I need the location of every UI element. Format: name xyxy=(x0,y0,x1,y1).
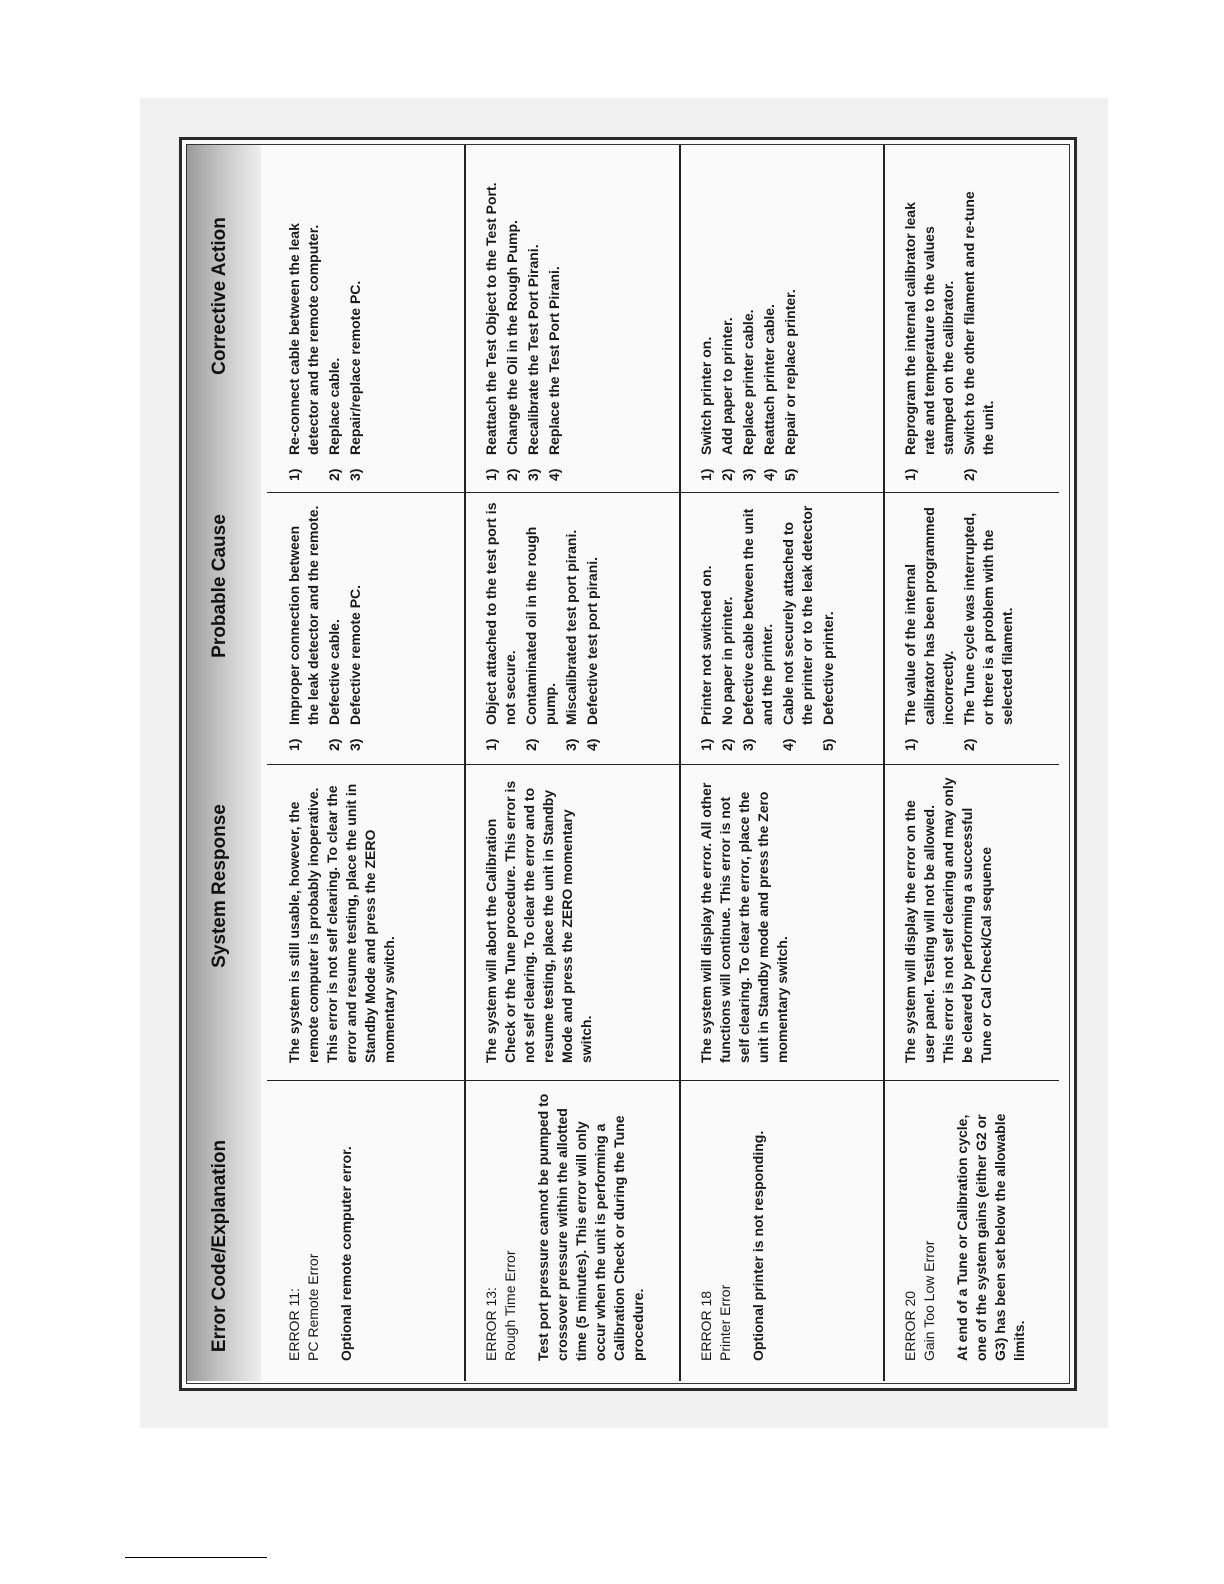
error-code-cell xyxy=(285,1091,368,1361)
list-number: 1) xyxy=(286,468,302,481)
list-text: Repair/replace remote PC. xyxy=(347,280,363,455)
column-divider xyxy=(267,764,464,765)
probable-cause-item xyxy=(718,501,737,751)
column-divider xyxy=(883,1080,1059,1081)
row-divider xyxy=(679,145,681,1381)
list-number: 1) xyxy=(483,468,499,481)
list-number: 3) xyxy=(347,738,363,751)
error-code: ERROR 11: xyxy=(286,1288,302,1361)
probable-cause-cell xyxy=(697,501,840,751)
corrective-action-item xyxy=(524,181,543,481)
list-text: Replace printer cable. xyxy=(740,309,756,455)
footnote-rule xyxy=(125,1557,267,1558)
header-system-response: System Response xyxy=(209,804,230,968)
list-text: Contaminated oil in the rough pump. xyxy=(523,526,558,725)
column-divider xyxy=(679,764,883,765)
row-divider xyxy=(464,145,466,1381)
list-text: Miscalibrated test port pirani. xyxy=(563,529,579,725)
list-text: Defective cable between the unit and the printer. xyxy=(740,508,775,725)
probable-cause-item xyxy=(739,501,777,751)
probable-cause-item xyxy=(325,501,344,751)
list-number: 1) xyxy=(286,738,302,751)
list-text: Reprogram the internal calibrator leak rate and temperature to the values stamped on the calibrator. xyxy=(902,202,956,455)
troubleshooting-table xyxy=(187,145,1067,1381)
corrective-action-cell xyxy=(285,181,367,481)
corrective-action-item xyxy=(901,181,958,481)
corrective-action-cell xyxy=(697,181,802,481)
corrective-action-item xyxy=(503,181,522,481)
list-number: 1) xyxy=(698,738,714,751)
error-explanation: Test port pressure cannot be pumped to crossover pressure within the allotted time (5 minutes). This error will only occur when the unit is performing a Calibration Check or during the Tune procedure. xyxy=(535,1093,646,1361)
list-number: 2) xyxy=(326,738,342,751)
list-text: Improper connection between the leak detector and the remote. xyxy=(286,505,321,725)
error-code-cell xyxy=(901,1091,1041,1361)
troubleshooting-table-frame xyxy=(179,137,1077,1391)
list-text: Defective remote PC. xyxy=(347,584,363,725)
error-explanation: Optional remote computer error. xyxy=(338,1146,354,1361)
probable-cause-item xyxy=(522,501,560,751)
list-number: 4) xyxy=(546,468,562,481)
list-number: 5) xyxy=(782,468,798,481)
corrective-action-item xyxy=(545,181,564,481)
probable-cause-item xyxy=(819,501,838,751)
probable-cause-item xyxy=(482,501,520,751)
list-text: The value of the internal calibrator has been programmed incorrectly. xyxy=(902,507,956,725)
system-response-cell: The system will display the error. All other functions will continue. This error is not self clearing. To clear the error, place the unit in Standby mode and press the Zero momentary switch. xyxy=(698,782,790,1063)
column-divider xyxy=(464,764,679,765)
list-text: Reattach printer cable. xyxy=(761,304,777,455)
list-number: 5) xyxy=(820,738,836,751)
list-number: 3) xyxy=(740,738,756,751)
probable-cause-item xyxy=(960,501,1017,751)
column-divider xyxy=(679,492,883,493)
list-text: Replace the Test Port Pirani. xyxy=(546,266,562,455)
list-number: 3) xyxy=(563,738,579,751)
list-number: 3) xyxy=(525,468,541,481)
corrective-action-item xyxy=(739,181,758,481)
probable-cause-item xyxy=(697,501,716,751)
list-text: Switch printer on. xyxy=(698,336,714,455)
probable-cause-item xyxy=(285,501,323,751)
list-number: 3) xyxy=(347,468,363,481)
list-number: 1) xyxy=(698,468,714,481)
error-name: PC Remote Error xyxy=(305,1253,321,1361)
corrective-action-item xyxy=(482,181,501,481)
table-header-row xyxy=(187,145,261,1381)
list-text: The Tune cycle was interrupted, or there is a problem with the selected filament. xyxy=(961,512,1015,725)
list-number: 4) xyxy=(780,738,796,751)
list-number: 1) xyxy=(902,468,918,481)
system-response-cell: The system will display the error on the user panel. Testing will not be allowed. This error is not self clearing and may only be cleared by performing a successful Tune or Cal Check/Cal sequence xyxy=(902,777,994,1063)
error-code: ERROR 13: xyxy=(483,1287,499,1361)
row-divider xyxy=(883,145,885,1381)
system-response-cell: The system is still usable, however, the remote computer is probably inoperative. This error is not self clearing. To clear the error and resume testing, place the unit in Standby Mode and press the ZERO momentary switch. xyxy=(286,783,397,1063)
probable-cause-cell xyxy=(901,501,1019,751)
list-text: Defective printer. xyxy=(820,611,836,725)
corrective-action-item xyxy=(325,181,344,481)
list-text: Re-connect cable between the leak detector and the remote computer. xyxy=(286,223,321,455)
list-text: Repair or replace printer. xyxy=(782,289,798,455)
list-text: Printer not switched on. xyxy=(698,565,714,725)
list-text: Object attached to the test port is not secure. xyxy=(483,502,518,725)
list-text: Change the Oil in the Rough Pump. xyxy=(504,220,520,455)
corrective-action-item xyxy=(285,181,323,481)
probable-cause-item xyxy=(901,501,958,751)
header-probable-cause: Probable Cause xyxy=(209,514,230,658)
error-code-cell xyxy=(697,1091,780,1361)
column-divider xyxy=(464,492,679,493)
corrective-action-item xyxy=(346,181,365,481)
corrective-action-cell xyxy=(482,181,566,481)
list-text: Reattach the Test Object to the Test Port. xyxy=(483,182,499,455)
list-number: 2) xyxy=(326,468,342,481)
header-corrective-action: Corrective Action xyxy=(209,217,230,375)
list-number: 2) xyxy=(961,738,977,751)
corrective-action-item xyxy=(760,181,779,481)
column-divider xyxy=(267,1080,464,1081)
probable-cause-item xyxy=(562,501,581,751)
probable-cause-cell xyxy=(482,501,604,751)
corrective-action-item xyxy=(960,181,998,481)
list-text: Defective test port pirani. xyxy=(584,556,600,725)
probable-cause-cell xyxy=(285,501,367,751)
list-text: Switch to the other filament and re-tune the unit. xyxy=(961,191,996,455)
error-explanation: At end of a Tune or Calibration cycle, one of the system gains (either G2 or G3) has been set below the allowable limits. xyxy=(954,1113,1027,1361)
list-number: 2) xyxy=(504,468,520,481)
list-number: 3) xyxy=(740,468,756,481)
error-name: Gain Too Low Error xyxy=(921,1240,937,1361)
corrective-action-cell xyxy=(901,181,1000,481)
list-text: Recalibrate the Test Port Pirani. xyxy=(525,244,541,455)
corrective-action-item xyxy=(697,181,716,481)
error-code: ERROR 18 xyxy=(698,1290,714,1361)
probable-cause-item xyxy=(583,501,602,751)
error-code: ERROR 20 xyxy=(902,1290,918,1361)
list-text: Replace cable. xyxy=(326,357,342,455)
column-divider xyxy=(679,1080,883,1081)
column-divider xyxy=(267,492,464,493)
list-text: No paper in printer. xyxy=(719,596,735,725)
corrective-action-item xyxy=(781,181,800,481)
list-text: Cable not securely attached to the printer or to the leak detector xyxy=(780,505,815,725)
corrective-action-item xyxy=(718,181,737,481)
column-divider xyxy=(464,1080,679,1081)
probable-cause-item xyxy=(779,501,817,751)
list-number: 2) xyxy=(719,738,735,751)
probable-cause-item xyxy=(346,501,365,751)
error-code-cell xyxy=(482,1091,660,1361)
list-number: 1) xyxy=(483,738,499,751)
list-text: Add paper to printer. xyxy=(719,317,735,455)
error-name: Rough Time Error xyxy=(502,1250,518,1361)
list-number: 4) xyxy=(584,738,600,751)
list-number: 2) xyxy=(961,468,977,481)
system-response-cell: The system will abort the Calibration Check or the Tune procedure. This error is not self clearing. To clear the error and to resume testing, place the unit in Standby Mode and press the ZERO momentary switch. xyxy=(483,780,594,1063)
list-number: 2) xyxy=(719,468,735,481)
list-number: 4) xyxy=(761,468,777,481)
error-explanation: Optional printer is not responding. xyxy=(750,1130,766,1361)
column-divider xyxy=(883,492,1059,493)
column-divider xyxy=(883,764,1059,765)
list-number: 1) xyxy=(902,738,918,751)
error-name: Printer Error xyxy=(717,1284,733,1361)
header-error-code: Error Code/Explanation xyxy=(209,1139,230,1353)
list-text: Defective cable. xyxy=(326,619,342,725)
list-number: 2) xyxy=(523,738,539,751)
